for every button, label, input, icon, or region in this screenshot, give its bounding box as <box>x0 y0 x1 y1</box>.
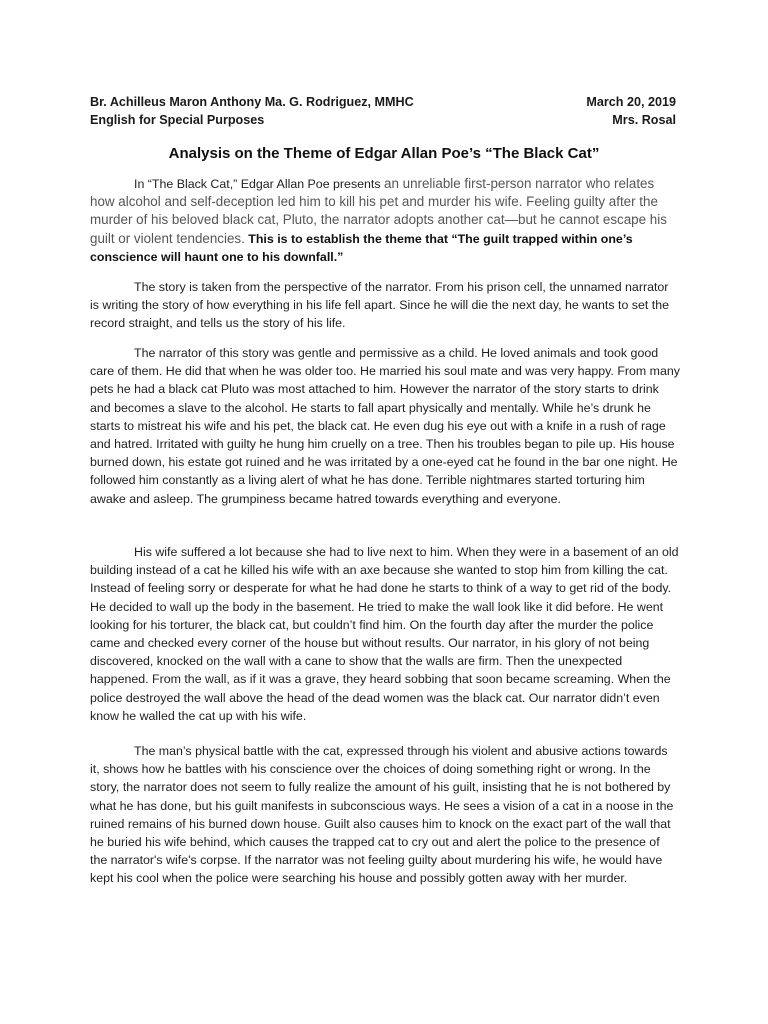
document-title: Analysis on the Theme of Edgar Allan Poe’s “The Black Cat” <box>168 145 600 162</box>
paragraph-intro <box>90 175 680 266</box>
quoted-summary: an unreliable first-person narrator who relates how alcohol and self-deception led him to kill his pet and murder his wife. Feeling guilty after the murder of his beloved black cat, Pluto, the narrator adopts another cat—but he cannot escape his guilt or violent tendencies. <box>90 176 667 246</box>
author-name: Br. Achilleus Maron Anthony Ma. G. Rodriguez, MMHC <box>90 95 414 109</box>
theme-statement: “The guilt trapped within one’s conscience will haunt one to his downfall.” <box>90 231 633 264</box>
paragraph-wife: His wife suffered a lot because she had to live next to him. When they were in a basement of an old building instead of a cat he killed his wife with an axe because she wanted to stop him from killing the cat. Instead of feeling sorry or desperate for what he had done he starts to think of a way to get rid of the body. He decided to wall up the body in the basement. He tried to make the wall look like it did before. He went looking for his torturer, the black cat, but couldn’t find him. On the fourth day after the murder the police came and checked every corner of the house but without results. Our narrator, in his glory of not being discovered, knocked on the wall with a cane to show that the walls are firm. Then the unexpected happened. From the wall, as if it was a grave, they heard sobbing that soon became screaming. When the police destroyed the wall above the head of the dead women was the black cat. Our narrator didn’t even know he walled the cat up with his wife. <box>90 545 679 723</box>
course-name: English for Special Purposes <box>90 113 265 127</box>
header-row-1 <box>90 95 676 110</box>
theme-lead: This is to establish the theme that <box>248 231 448 246</box>
paragraph-perspective: The story is taken from the perspective of the narrator. From his prison cell, the unnamed narrator is writing the story of how everything in his life fell apart. Since he will die the next day, he wants to set the record straight, and tells us the story of his life. <box>90 280 669 331</box>
intro-lead: In “The Black Cat,” Edgar Allan Poe presents <box>134 177 381 191</box>
paragraph-conscience: The man’s physical battle with the cat, expressed through his violent and abusive actions towards it, shows how he battles with his conscience over the choices of doing something right or wrong. In the story, the narrator does not seem to fully realize the amount of his guilt, insisting that he is not bothered by what he has done, but his guilt manifests in subconscious ways. He sees a vision of a cat in a noose in the ruined remains of his burned down house. Guilt also causes him to knock on the exact part of the wall that he buried his wife behind, which causes the trapped cat to cry out and alert the police to the presence of the narrator's wife's corpse. If the narrator was not feeling guilty about murdering his wife, he would have kept his cool when the police were searching his house and possibly gotten away with her murder. <box>90 744 674 886</box>
paragraph-narrator: The narrator of this story was gentle and permissive as a child. He loved animals and took good care of them. He did that when he was older too. He married his soul mate and was very happy. From many pets he had a black cat Pluto was most attached to him. However the narrator of the story starts to drink and becomes a slave to the alcohol. He starts to fall apart physically and mentally. While he’s drunk he starts to mistreat his wife and his pet, the black cat. He even dug his eye out with a knife in a rush of rage and hatred. Irritated with guilty he hung him cruelly on a tree. Then his troubles began to pile up. His house burned down, his estate got ruined and he was irritated by a one-eyed cat he found in the bar one night. He followed him constantly as a living alert of what he has done. Terrible nightmares started torturing him awake and asleep. The grumpiness became hatred towards everything and everyone. <box>90 346 680 506</box>
teacher-name: Mrs. Rosal <box>612 113 676 127</box>
header-row-2 <box>90 113 676 128</box>
document-date: March 20, 2019 <box>586 95 676 109</box>
